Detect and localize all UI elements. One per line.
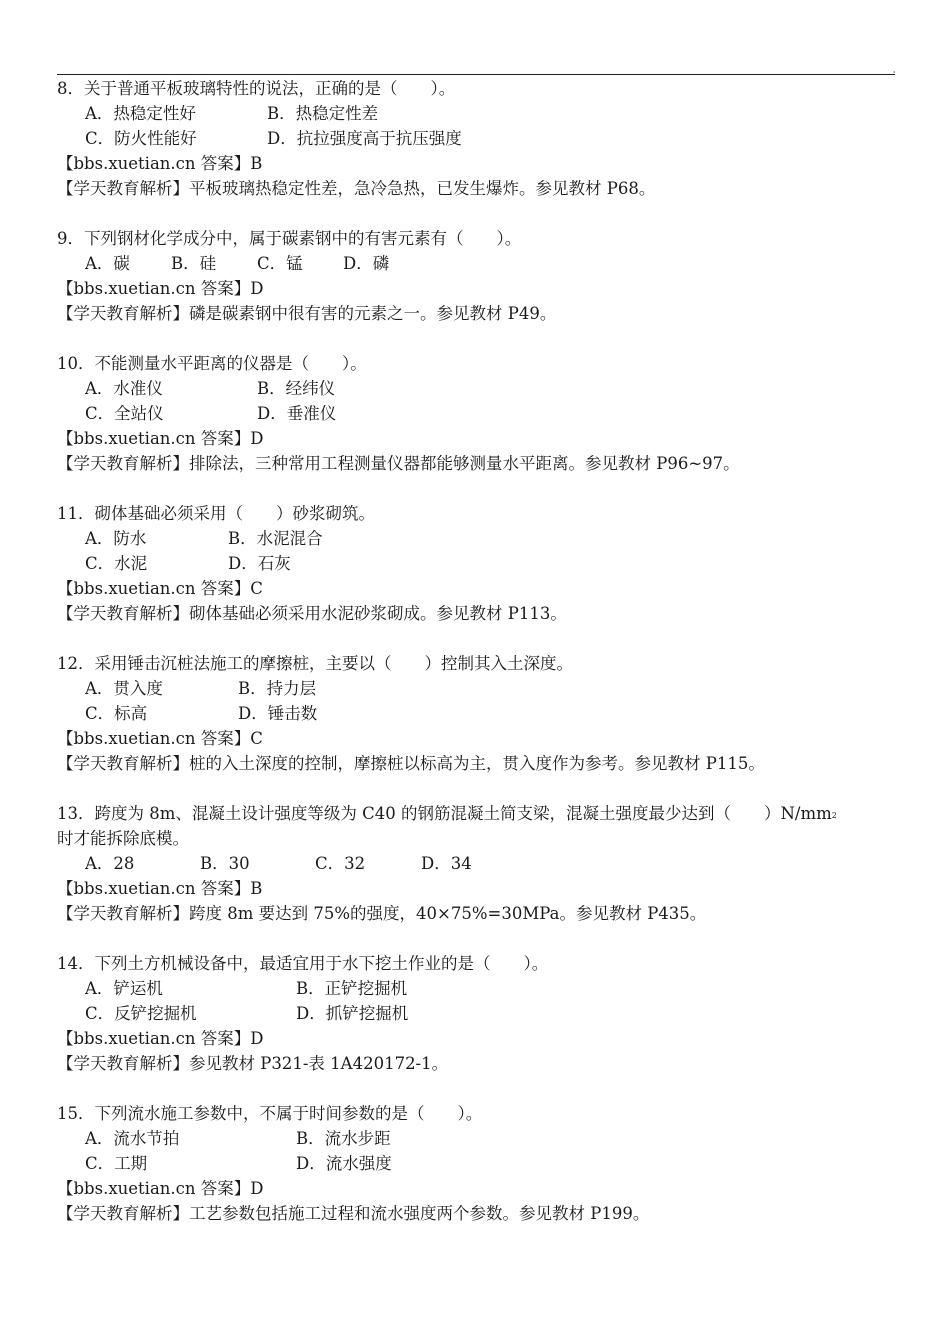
header-rule — [57, 74, 895, 75]
option-c: C．32 — [315, 854, 366, 873]
option-b: B．水泥混合 — [228, 529, 323, 548]
question-10 — [57, 351, 897, 476]
option-c: C．反铲挖掘机 — [85, 1004, 197, 1023]
option-b: B．硅 — [171, 254, 217, 273]
option-c: C．全站仪 — [85, 404, 164, 423]
option-row — [57, 376, 897, 401]
answer-line: 【bbs.xuetian.cn 答案】B — [57, 154, 263, 173]
question-stem: 14．下列土方机械设备中，最适宜用于水下挖土作业的是（ ）。 — [57, 954, 549, 973]
option-a: A．28 — [85, 854, 135, 873]
option-b: B．正铲挖掘机 — [296, 979, 408, 998]
option-d: D．磷 — [343, 254, 390, 273]
analysis-line: 【学天教育解析】跨度 8m 要达到 75%的强度，40×75%=30MPa。参见教材 P435。 — [57, 904, 707, 923]
question-stem: 10．不能测量水平距离的仪器是（ ）。 — [57, 354, 367, 373]
option-d: D．流水强度 — [296, 1154, 392, 1173]
option-c: C．标高 — [85, 704, 148, 723]
question-stem — [57, 801, 897, 826]
question-stem: 15．下列流水施工参数中，不属于时间参数的是（ ）。 — [57, 1104, 483, 1123]
option-row — [57, 851, 897, 876]
option-d: D．垂准仪 — [257, 404, 337, 423]
analysis-line: 【学天教育解析】砌体基础必须采用水泥砂浆砌成。参见教材 P113。 — [57, 604, 567, 623]
option-b: B．热稳定性差 — [267, 104, 379, 123]
option-row — [57, 401, 897, 426]
answer-line: 【bbs.xuetian.cn 答案】C — [57, 729, 263, 748]
question-stem-text: 13．跨度为 8m、混凝土设计强度等级为 C40 的钢筋混凝土简支梁，混凝土强度最少达到（ ）N/mm — [57, 804, 832, 823]
question-stem-continuation: 时才能拆除底模。 — [57, 829, 189, 848]
option-a: A．流水节拍 — [85, 1129, 180, 1148]
option-b: B．30 — [200, 854, 250, 873]
option-a: A．水准仪 — [85, 379, 163, 398]
option-d: D．抓铲挖掘机 — [296, 1004, 409, 1023]
option-row — [57, 526, 897, 551]
option-d: D．锤击数 — [238, 704, 318, 723]
question-11 — [57, 501, 897, 626]
option-a: A．铲运机 — [85, 979, 163, 998]
question-stem: 11．砌体基础必须采用（ ）砂浆砌筑。 — [57, 504, 375, 523]
question-list — [57, 76, 897, 1226]
option-c: C．水泥 — [85, 554, 148, 573]
option-d: D．石灰 — [228, 554, 291, 573]
answer-line: 【bbs.xuetian.cn 答案】B — [57, 879, 263, 898]
option-b: B．经纬仪 — [257, 379, 336, 398]
option-a: A．防水 — [85, 529, 147, 548]
question-stem: 8．关于普通平板玻璃特性的说法，正确的是（ ）。 — [57, 79, 456, 98]
option-c: C．锰 — [257, 254, 303, 273]
option-d: D．34 — [421, 854, 472, 873]
question-stem: 9．下列钢材化学成分中，属于碳素钢中的有害元素有（ ）。 — [57, 229, 522, 248]
option-a: A．热稳定性好 — [85, 104, 196, 123]
option-c: C．工期 — [85, 1154, 148, 1173]
question-8 — [57, 76, 897, 201]
option-row — [57, 1126, 897, 1151]
option-c: C．防火性能好 — [85, 129, 197, 148]
question-12 — [57, 651, 897, 776]
option-row — [57, 101, 897, 126]
option-a: A．贯入度 — [85, 679, 163, 698]
question-15 — [57, 1101, 897, 1226]
question-stem: 12．采用锤击沉桩法施工的摩擦桩，主要以（ ）控制其入土深度。 — [57, 654, 573, 673]
header-corner-mark: ' — [893, 70, 896, 79]
unit-superscript: 2 — [831, 811, 837, 820]
option-d: D．抗拉强度高于抗压强度 — [267, 129, 462, 148]
analysis-line: 【学天教育解析】排除法，三种常用工程测量仪器都能够测量水平距离。参见教材 P96~97。 — [57, 454, 740, 473]
option-row — [57, 701, 897, 726]
analysis-line: 【学天教育解析】桩的入土深度的控制，摩擦桩以标高为主，贯入度作为参考。参见教材 P115。 — [57, 754, 765, 773]
analysis-line: 【学天教育解析】工艺参数包括施工过程和流水强度两个参数。参见教材 P199。 — [57, 1204, 650, 1223]
answer-line: 【bbs.xuetian.cn 答案】D — [57, 1179, 264, 1198]
answer-line: 【bbs.xuetian.cn 答案】D — [57, 429, 264, 448]
analysis-line: 【学天教育解析】磷是碳素钢中很有害的元素之一。参见教材 P49。 — [57, 304, 557, 323]
option-row — [57, 126, 897, 151]
option-a: A．碳 — [85, 254, 130, 273]
answer-line: 【bbs.xuetian.cn 答案】D — [57, 1029, 264, 1048]
question-14 — [57, 951, 897, 1076]
question-9 — [57, 226, 897, 326]
option-row — [57, 251, 897, 276]
option-row — [57, 676, 897, 701]
answer-line: 【bbs.xuetian.cn 答案】D — [57, 279, 264, 298]
analysis-line: 【学天教育解析】参见教材 P321-表 1A420172-1。 — [57, 1054, 449, 1073]
option-b: B．流水步距 — [296, 1129, 391, 1148]
option-b: B．持力层 — [238, 679, 317, 698]
question-13 — [57, 801, 897, 926]
option-row — [57, 1151, 897, 1176]
option-row — [57, 1001, 897, 1026]
analysis-line: 【学天教育解析】平板玻璃热稳定性差，急冷急热，已发生爆炸。参见教材 P68。 — [57, 179, 656, 198]
answer-line: 【bbs.xuetian.cn 答案】C — [57, 579, 263, 598]
option-row — [57, 976, 897, 1001]
option-row — [57, 551, 897, 576]
